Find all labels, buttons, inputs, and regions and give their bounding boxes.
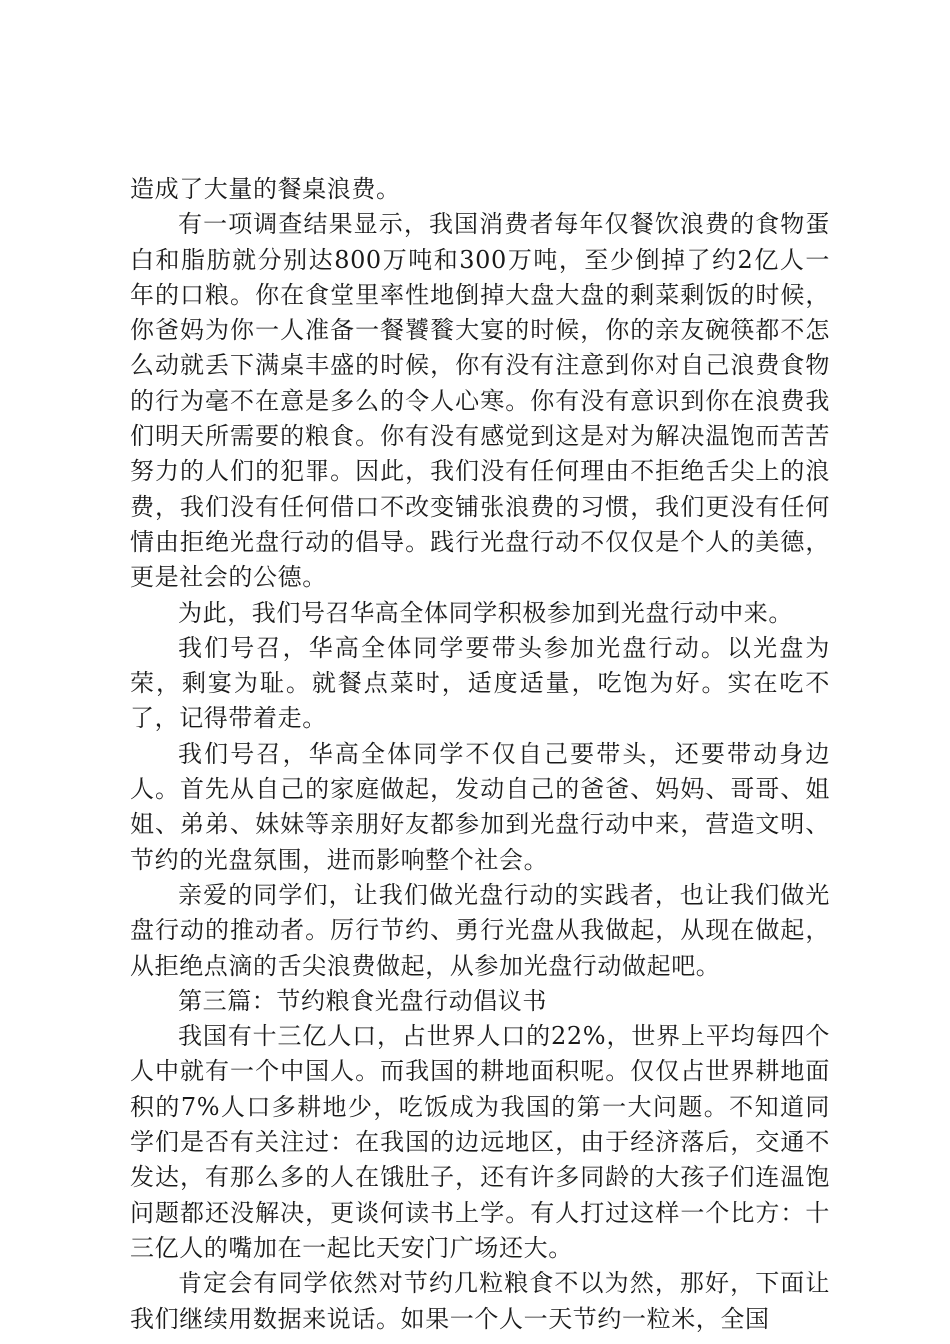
paragraph-8: 肯定会有同学依然对节约几粒粮食不以为然，那好，下面让我们继续用数据来说话。如果一个人一天节约一粒米，全国 bbox=[130, 1269, 830, 1333]
paragraph-4: 我们号召，华高全体同学要带头参加光盘行动。以光盘为荣，剩宴为耻。就餐点菜时，适度适量，吃饱为好。实在吃不了，记得带着走。 bbox=[130, 633, 830, 733]
section-heading: 第三篇：节约粮食光盘行动倡议书 bbox=[178, 986, 547, 1015]
paragraph-7: 我国有十三亿人口，占世界人口的22%，世界上平均每四个人中就有一个中国人。而我国的耕地面积呢。仅仅占世界耕地面积的7%人口多耕地少，吃饭成为我国的第一大问题。不知道同学们是否有关注过：在我国的边远地区，由于经济落后，交通不发达，有那么多的人在饿肚子，还有许多同龄的大孩子们连温饱问题都还没解决，更谈何读书上学。有人打过这样一个比方：十三亿人的嘴加在一起比天安门广场还大。 bbox=[130, 1022, 830, 1262]
paragraph-2: 有一项调查结果显示，我国消费者每年仅餐饮浪费的食物蛋白和脂肪就分别达800万吨和300万吨，至少倒掉了约2亿人一年的口粮。你在食堂里率性地倒掉大盘大盘的剩菜剩饭的时候，你爸妈为你一人准备一餐饕餮大宴的时候，你的亲友碗筷都不怎么动就丢下满桌丰盛的时候，你有没有注意到你对自己浪费食物的行为毫不在意是多么的令人心寒。你有没有意识到你在浪费我们明天所需要的粮食。你有没有感觉到这是对为解决温饱而苦苦努力的人们的犯罪。因此，我们没有任何理由不拒绝舌尖上的浪费，我们没有任何借口不改变铺张浪费的习惯，我们更没有任何情由拒绝光盘行动的倡导。践行光盘行动不仅仅是个人的美德，更是社会的公德。 bbox=[130, 210, 830, 592]
paragraph-6: 亲爱的同学们，让我们做光盘行动的实践者，也让我们做光盘行动的推动者。厉行节约、勇行光盘从我做起，从现在做起，从拒绝点滴的舌尖浪费做起，从参加光盘行动做起吧。 bbox=[130, 880, 830, 980]
paragraph-5: 我们号召，华高全体同学不仅自己要带头，还要带动身边人。首先从自己的家庭做起，发动自己的爸爸、妈妈、哥哥、姐姐、弟弟、妹妹等亲朋好友都参加到光盘行动中来，营造文明、节约的光盘氛围，进而影响整个社会。 bbox=[130, 739, 830, 874]
body-text bbox=[130, 172, 830, 1337]
paragraph-3: 为此，我们号召华高全体同学积极参加到光盘行动中来。 bbox=[178, 598, 793, 627]
paragraph-1: 造成了大量的餐桌浪费。 bbox=[130, 175, 401, 203]
